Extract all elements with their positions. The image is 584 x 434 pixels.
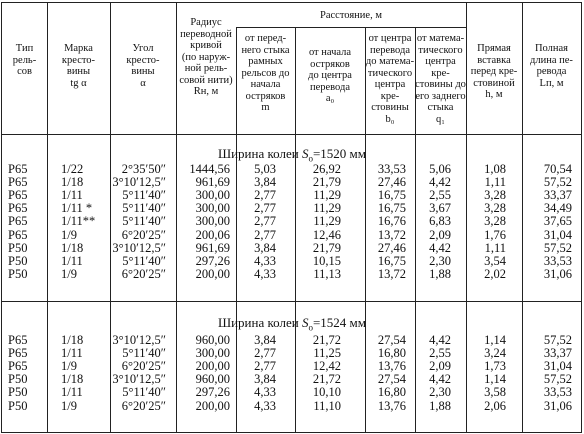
header-col4 <box>176 17 236 98</box>
table-cell: 57,52 <box>543 175 572 190</box>
header-line: центра кре- <box>374 79 406 102</box>
table-cell: 21,72 <box>312 372 341 387</box>
table-cell: Р65 <box>8 227 28 242</box>
table-cell: 960,00 <box>195 333 230 347</box>
table-cell: 57,52 <box>543 372 572 387</box>
section-title-sub: о <box>308 153 313 164</box>
header-col2 <box>47 43 110 89</box>
table-cell: 2°35′50″ <box>121 162 166 176</box>
table-cell: 300,00 <box>195 201 230 216</box>
table-cell: 1/18 <box>61 372 84 387</box>
table-cell: 3,84 <box>254 175 276 190</box>
table-cell: 2,77 <box>254 201 276 216</box>
table-cell: 1/9 <box>61 359 77 374</box>
header-line: рельсов до <box>241 67 290 79</box>
section-title-suffix: =1520 мм <box>312 146 366 161</box>
section-title-prefix: Ширина колеи <box>217 315 302 330</box>
table-cell: 27,46 <box>377 240 406 255</box>
header-line: перевода <box>309 81 351 93</box>
header-line: остряков <box>310 58 350 70</box>
table-cell: 11,29 <box>313 201 341 216</box>
table-cell: 6°20′25″ <box>121 398 166 413</box>
table-cell: 3,84 <box>254 372 276 387</box>
table-cell: 33,37 <box>543 346 572 361</box>
table-cell: 11,10 <box>313 398 341 413</box>
table-cell: Р65 <box>8 188 28 203</box>
table-cell: 1,11 <box>484 240 506 255</box>
table-cell: Р65 <box>8 201 28 216</box>
table-cell: 1,73 <box>484 359 506 374</box>
table-cell: 2,77 <box>254 227 276 242</box>
table-cell: 3,67 <box>429 201 451 216</box>
header-line: Прямая <box>477 43 511 54</box>
table-cell: 5°11′40″ <box>122 385 166 400</box>
table-cell: Р65 <box>8 359 28 374</box>
header-col7 <box>365 33 415 125</box>
table-cell: 27,54 <box>377 372 406 387</box>
table-cell: 961,69 <box>195 175 230 190</box>
table-cell: Р50 <box>8 240 28 255</box>
table-cell: 21,72 <box>312 333 341 347</box>
table-cell: 16,76 <box>377 214 406 229</box>
header-line: перевода <box>369 44 411 56</box>
table-cell: Р65 <box>8 175 28 190</box>
header-line: переводной <box>180 28 232 40</box>
header-line: m <box>261 102 270 113</box>
table-cell: 2,55 <box>429 188 451 203</box>
table-cell: 5,06 <box>429 162 451 176</box>
table-cell: 1/18 <box>61 333 84 347</box>
table-cell: 960,00 <box>195 372 230 387</box>
header-col5 <box>236 33 295 114</box>
header-line: тического <box>418 44 463 56</box>
table-cell: 1,88 <box>429 398 451 413</box>
header-bottom-line <box>2 134 581 135</box>
header-line: от центра <box>368 33 412 44</box>
header-line: стыка <box>427 102 454 113</box>
table-cell: 2,09 <box>429 227 451 242</box>
header-line: α <box>140 77 146 89</box>
header-line: ной рель- <box>184 63 228 74</box>
table-cell: Р50 <box>8 266 28 281</box>
header-line: Радиус <box>190 17 222 28</box>
table-cell: 1/9 <box>61 398 77 413</box>
section-title-suffix: =1524 мм <box>312 315 366 330</box>
table-cell: 1/11 <box>61 188 83 203</box>
header-line: Марка <box>64 43 93 54</box>
header-line: стовины до <box>415 79 466 90</box>
table-cell: 1/11 <box>61 253 83 268</box>
table-cell: 13,72 <box>377 266 406 281</box>
section-title-prefix: Ширина колеи <box>217 146 302 161</box>
table-cell: 2,30 <box>429 385 451 400</box>
table-cell: 6,83 <box>429 214 451 229</box>
header-line: Lп, м <box>539 77 564 89</box>
header-line: q₁ <box>436 113 445 125</box>
table-cell: 5°11′40″ <box>122 214 166 229</box>
table-cell: 1,14 <box>484 333 506 347</box>
table-cell: 1/22 <box>61 162 84 176</box>
header-col6 <box>295 47 365 105</box>
table-cell: 11,29 <box>313 214 341 229</box>
table-cell: 1/11 <box>61 346 83 361</box>
table-cell: 4,33 <box>254 266 276 281</box>
header-line: остряков <box>245 90 286 102</box>
table-cell: Р65 <box>8 214 28 229</box>
header-group-distance: Расстояние, м <box>320 10 382 21</box>
table-cell: 3°10′12,5″ <box>112 175 166 190</box>
table-cell: 26,92 <box>312 162 341 176</box>
header-line: от матема- <box>416 33 465 44</box>
table-cell: 6°20′25″ <box>121 359 166 374</box>
table-cell: 21,79 <box>312 240 341 255</box>
table-cell: 1/11 <box>61 385 83 400</box>
table-cell: 16,75 <box>377 201 406 216</box>
table-cell: 297,26 <box>195 385 230 400</box>
table-cell: 21,79 <box>312 175 341 190</box>
section-title-var: S <box>301 146 309 161</box>
table-cell: 200,06 <box>195 227 230 242</box>
header-col1 <box>2 43 47 78</box>
table-cell: Р50 <box>8 385 28 400</box>
table-cell: 27,54 <box>377 333 406 347</box>
table-cell: 70,54 <box>543 162 572 176</box>
header-line: центра кре- <box>425 56 456 79</box>
header-line: кресто- <box>126 54 160 66</box>
table-cell: 12,42 <box>312 359 341 374</box>
table-cell: 31,04 <box>543 359 572 374</box>
table-cell: 2,30 <box>429 253 451 268</box>
table-cell: 3,28 <box>484 214 506 229</box>
table-cell: 3°10′12,5″ <box>112 240 166 255</box>
table-cell: 4,33 <box>254 398 276 413</box>
table-cell: 13,76 <box>377 398 406 413</box>
table-cell: 2,77 <box>254 359 276 374</box>
header-line: Тип <box>15 43 34 54</box>
table-cell: 1/18 <box>61 175 84 190</box>
table-cell: 200,00 <box>195 398 230 413</box>
header-line: стовиной <box>473 77 515 89</box>
header-col10 <box>522 43 581 89</box>
table-cell: 200,00 <box>195 359 230 374</box>
table-cell: 33,53 <box>543 385 572 400</box>
table-cell: 3,24 <box>484 346 506 361</box>
header-line: кривой <box>190 40 222 51</box>
table-cell: 300,00 <box>195 188 230 203</box>
header-line: рель- <box>12 54 37 66</box>
table-cell: 1,14 <box>484 372 506 387</box>
table-cell: 1444,56 <box>189 162 230 176</box>
table-cell: 300,00 <box>195 214 230 229</box>
section-title-var: S <box>301 315 309 330</box>
table-cell: 2,77 <box>254 346 276 361</box>
header-line: от перед- <box>244 33 287 44</box>
table-cell: 6°20′25″ <box>121 227 166 242</box>
section-title <box>0 146 584 164</box>
table-cell: Р50 <box>8 398 28 413</box>
table-cell: 6°20′25″ <box>121 266 166 281</box>
header-line: a₀ <box>325 93 335 104</box>
table-cell: 16,80 <box>377 385 406 400</box>
header-line: Полная <box>534 43 569 54</box>
table-cell: 31,06 <box>543 398 572 413</box>
table-cell: 2,77 <box>254 214 276 229</box>
table-cell: 13,76 <box>377 359 406 374</box>
table-cell: 1/9 <box>61 266 77 281</box>
table-cell: 200,00 <box>195 266 230 281</box>
table-cell: 1/9 <box>61 227 77 242</box>
table-cell: 13,72 <box>377 227 406 242</box>
table-cell: 297,26 <box>195 253 230 268</box>
header-line: от начала <box>308 47 352 58</box>
header-line: тического <box>367 67 413 79</box>
table-cell: 3,28 <box>484 201 506 216</box>
table-cell: Р65 <box>8 333 28 347</box>
header-line: до матема- <box>365 56 415 67</box>
table-cell: 16,75 <box>377 188 406 203</box>
header-line: tg α <box>70 77 87 89</box>
header-line: Rн, м <box>193 86 219 97</box>
header-line: ревода <box>536 66 567 77</box>
table-cell: 33,37 <box>543 188 572 203</box>
header-line: вины <box>131 66 155 77</box>
table-cell: 11,25 <box>313 346 341 361</box>
header-col9 <box>466 43 522 101</box>
table-cell: 961,69 <box>195 240 230 255</box>
section-divider <box>2 301 581 302</box>
table-cell: 3,84 <box>254 333 276 347</box>
table-cell: 27,46 <box>377 175 406 190</box>
header-line: вины <box>66 66 91 77</box>
table-cell: 1,11 <box>484 175 506 190</box>
table-cell: 33,53 <box>377 162 406 176</box>
table-cell: 4,42 <box>429 372 451 387</box>
header-line: длина пе- <box>530 54 573 66</box>
header-line: перед кре- <box>470 66 518 77</box>
table-cell: 16,80 <box>377 346 406 361</box>
table-cell: 2,06 <box>484 398 506 413</box>
table-cell: 5°11′40″ <box>122 346 166 361</box>
table-cell: 37,65 <box>543 214 572 229</box>
group-divider <box>236 27 466 28</box>
header-col8 <box>415 33 466 125</box>
header-line: начала <box>250 79 281 90</box>
table-cell: 31,04 <box>543 227 572 242</box>
table-cell: 10,15 <box>312 253 341 268</box>
table-cell: 2,55 <box>429 346 451 361</box>
table-cell: Р65 <box>8 162 28 176</box>
table-cell: 1,88 <box>429 266 451 281</box>
header-line: до центра <box>308 70 352 81</box>
table-cell: 31,06 <box>543 266 572 281</box>
table-cell: 3,54 <box>484 253 506 268</box>
header-line: h, м <box>485 89 503 100</box>
header-line: рамных <box>248 56 283 67</box>
table-cell: Р50 <box>8 253 28 268</box>
table-cell: 3°10′12,5″ <box>112 372 166 387</box>
table-cell: 4,33 <box>254 253 276 268</box>
header-line: кресто- <box>61 54 96 66</box>
table-cell: 11,13 <box>313 266 341 281</box>
table-cell: 1/11** <box>61 214 96 229</box>
header-line: сов <box>17 66 32 77</box>
table-cell: 300,00 <box>195 346 230 361</box>
table-cell: 57,52 <box>543 240 572 255</box>
table-cell: 5°11′40″ <box>122 188 166 203</box>
table-cell: 16,75 <box>377 253 406 268</box>
header-line: Угол <box>132 43 154 54</box>
header-line: его заднего <box>415 90 466 102</box>
table-cell: 1/18 <box>61 240 84 255</box>
table-cell: 1/11 * <box>61 201 93 216</box>
table-cell: 4,42 <box>429 175 451 190</box>
table-cell: 5°11′40″ <box>122 253 166 268</box>
table-cell: 2,09 <box>429 359 451 374</box>
table-cell: 57,52 <box>543 333 572 347</box>
table-cell: 4,42 <box>429 333 451 347</box>
table-cell: 5,03 <box>254 162 276 176</box>
table-cell: 3,84 <box>254 240 276 255</box>
header-col3 <box>110 43 176 89</box>
table-cell: Р65 <box>8 346 28 361</box>
table-cell: 3°10′12,5″ <box>112 333 166 347</box>
table-cell: 10,10 <box>312 385 341 400</box>
table-cell: 3,28 <box>484 188 506 203</box>
table-cell: 1,08 <box>484 162 506 176</box>
header-line: совой нити) <box>179 74 233 86</box>
table-cell: 2,02 <box>484 266 506 281</box>
table-cell: 4,33 <box>254 385 276 400</box>
header-line: стовины <box>371 102 409 113</box>
table-cell: 33,53 <box>543 253 572 268</box>
table-cell: 1,76 <box>484 227 506 242</box>
table-cell: 2,77 <box>254 188 276 203</box>
header-line: (по наруж- <box>181 51 231 63</box>
table-cell: 11,29 <box>313 188 341 203</box>
table-cell: 34,49 <box>543 201 572 216</box>
table-cell: 5°11′40″ <box>122 201 166 216</box>
table-cell: 4,42 <box>429 240 451 255</box>
header-line: вставка <box>477 54 511 66</box>
section-title <box>0 315 584 333</box>
header-line: b₀ <box>385 113 395 125</box>
table-cell: 3,58 <box>484 385 506 400</box>
header-line: него стыка <box>241 44 290 56</box>
table-cell: 12,46 <box>312 227 341 242</box>
table-cell: Р50 <box>8 372 28 387</box>
section-title-sub: о <box>308 322 313 333</box>
